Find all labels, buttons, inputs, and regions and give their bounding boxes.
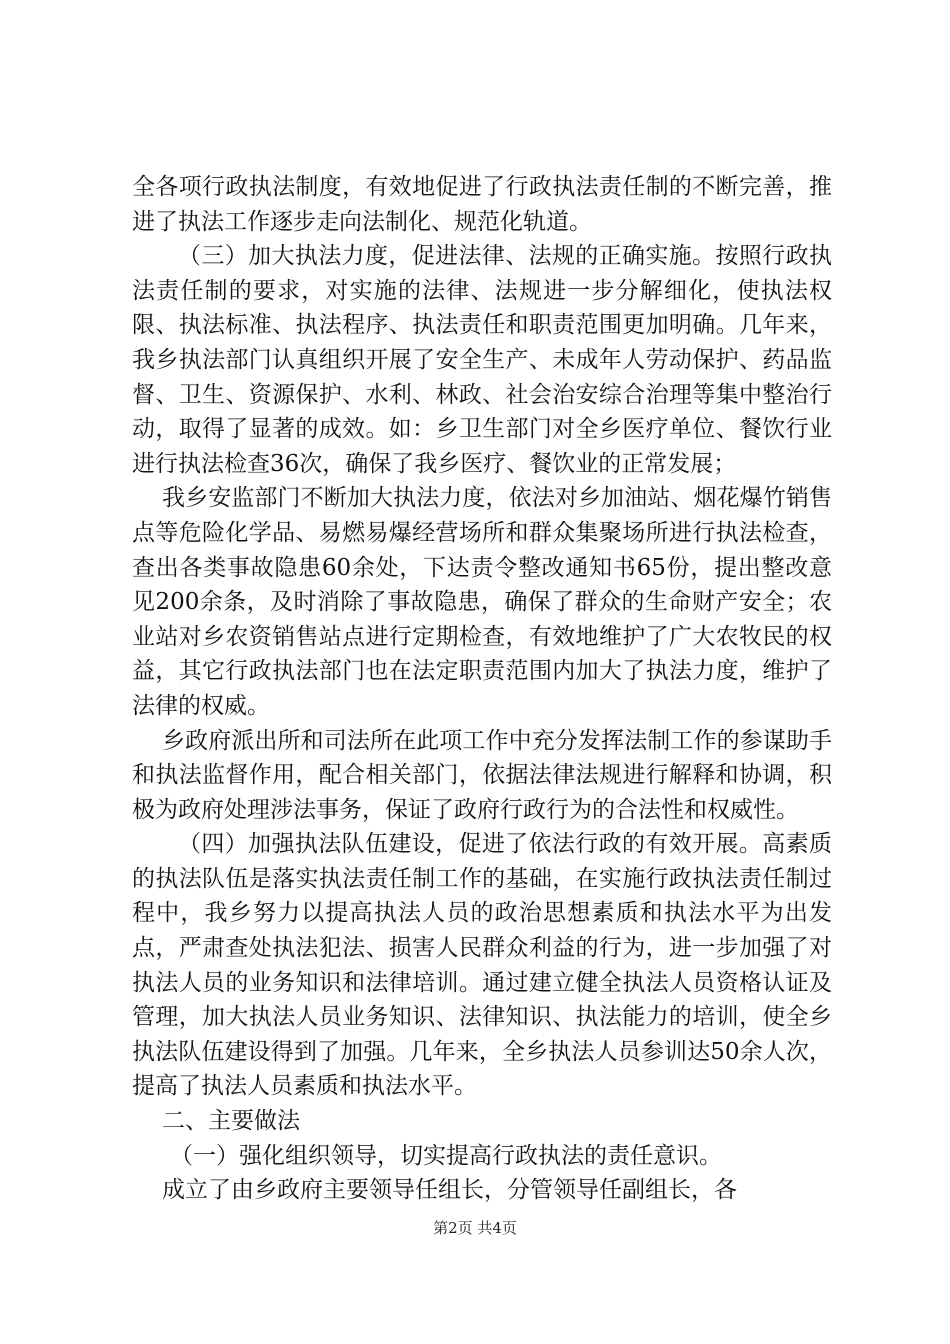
page-number-footer: 第2页 共4页: [433, 1219, 517, 1237]
paragraph-leadership-group: 成立了由乡政府主要领导任组长，分管领导任副组长，各: [162, 1177, 737, 1204]
paragraph-section-four: （四）加强执法队伍建设，促进了依法行政的有效开展。高素质的执法队伍是落实执法责任制工作的基础，在实施行政执法责任制过程中，我乡努力以提高执法人员的政治思想素质和执法水平为出发点，严肃查处执法犯法、损害人民群众利益的行为，进一步加强了对执法人员的业务知识和法律培训。通过建立健全执法人员资格认证及管理，加大执法人员业务知识、法律知识、执法能力的培训，使全乡执法队伍建设得到了加强。几年来，全乡执法人员参训达50余人次，提高了执法人员素质和执法水平。: [132, 831, 832, 1100]
paragraph-safety-inspection: 我乡安监部门不断加大执法力度，依法对乡加油站、烟花爆竹销售点等危险化学品、易燃易爆经营场所和群众集聚场所进行执法检查，查出各类事故隐患60余处，下达责令整改通知书65份，提出整改意见200余条，及时消除了事故隐患，确保了群众的生命财产安全；农业站对乡农资销售站点进行定期检查，有效地维护了广大农牧民的权益，其它行政执法部门也在法定职责范围内加大了执法力度，维护了法律的权威。: [132, 485, 832, 719]
paragraph-continuation: 全各项行政执法制度，有效地促进了行政执法责任制的不断完善，推进了执法工作逐步走向法制化、规范化轨道。: [132, 174, 832, 235]
paragraph-section-three: （三）加大执法力度，促进法律、法规的正确实施。按照行政执法责任制的要求，对实施的法律、法规进一步分解细化，使执法权限、执法标准、执法程序、执法责任和职责范围更加明确。几年来，我乡执法部门认真组织开展了安全生产、未成年人劳动保护、药品监督、卫生、资源保护、水利、林政、社会治安综合治理等集中整治行动，取得了显著的成效。如：乡卫生部门对全乡医疗单位、餐饮行业进行执法检查36次，确保了我乡医疗、餐饮业的正常发展；: [132, 243, 832, 477]
heading-subsection-one: （一）强化组织领导，切实提高行政执法的责任意识。: [170, 1142, 722, 1169]
heading-main-practices: 二、主要做法: [162, 1108, 300, 1135]
paragraph-police-judicial: 乡政府派出所和司法所在此项工作中充分发挥法制工作的参谋助手和执法监督作用，配合相关部门，依据法律法规进行解释和协调，积极为政府处理涉法事务，保证了政府行政行为的合法性和权威性。: [132, 727, 832, 823]
document-body: [132, 170, 832, 1208]
